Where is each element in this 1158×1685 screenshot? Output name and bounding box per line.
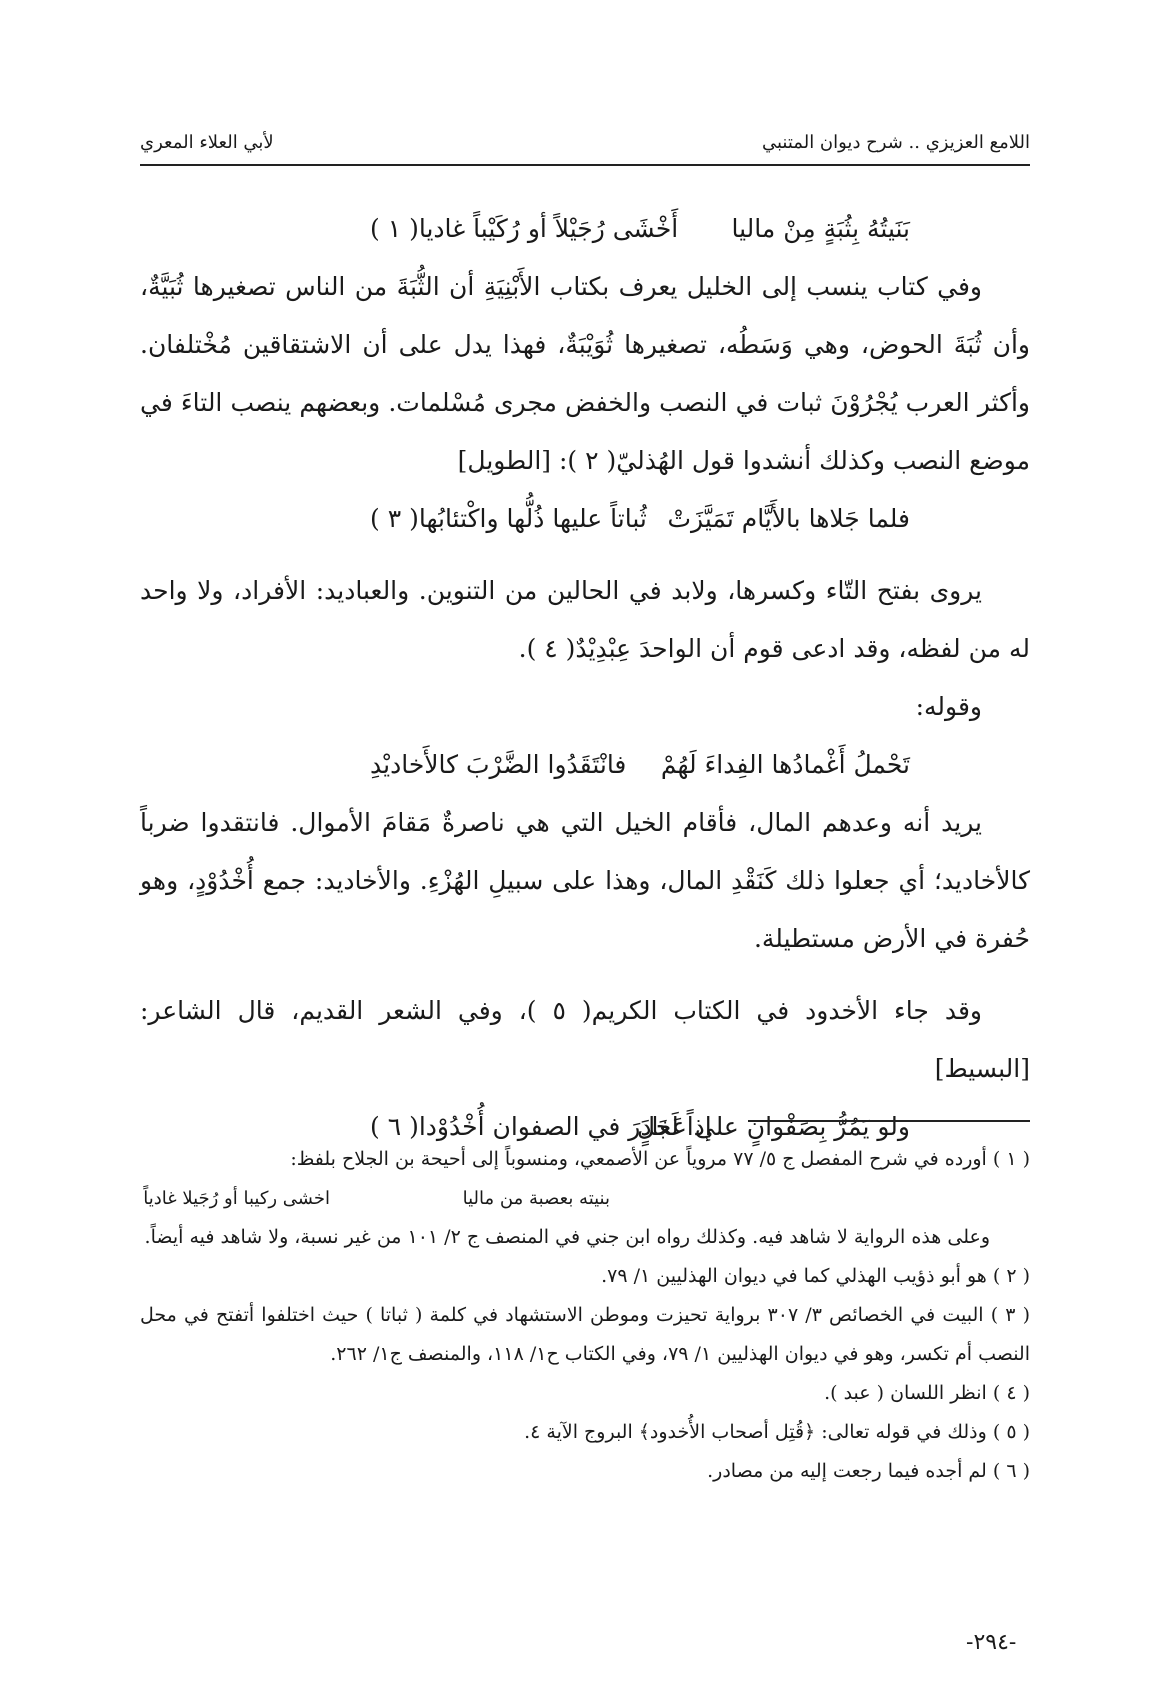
footnote: ( ٦ ) لم أجده فيما رجعت إليه من مصادر.	[707, 1460, 1030, 1482]
verse-second-hemistich: أَخْشَى رُجَيْلاً أو رُكَيْباً غاديا( ١ )	[370, 214, 679, 243]
footnote-verse-second-hemistich: اخشى ركيبا أو رُجَيلا غادياً	[143, 1188, 330, 1209]
footnote: ( ١ ) أورده في شرح المفصل ج ٥/ ٧٧ مروياً عن الأصمعي، ومنسوباً إلى أحيحة بن الجلاح بلفظ:	[290, 1148, 1030, 1170]
footnote: ( ٥ ) وذلك في قوله تعالى: ﴿قُتِل أصحاب الأُخدود﴾ البروج الآية ٤.	[524, 1421, 1030, 1443]
verse-line	[140, 200, 1030, 258]
paragraph: يروى بفتح التّاء وكسرها، ولابد في الحالين من التنوين. والعباديد: الأفراد، ولا واحد له من لفظه، وقد ادعى قوم أن الواحدَ عِبْدِيْدٌ( ٤ ).	[140, 576, 1030, 663]
verse-first-hemistich: بَنَيتُهُ بِثُبَةٍ مِنْ ماليا	[731, 214, 910, 243]
verse-line	[140, 490, 1030, 548]
running-title: اللامع العزيزي .. شرح ديوان المتنبي	[762, 132, 1030, 153]
footnote: ( ٣ ) البيت في الخصائص ٣/ ٣٠٧ برواية تحيزت وموطن الاستشهاد في كلمة ( ثباتا ) حيث اختلفوا أتفتح في محل النصب أم تكسر، وهو في ديوان الهذليين ١/ ٧٩، وفي الكتاب ح١/ ١١٨، والمنصف ج١/ ٢٦٢.	[140, 1304, 1030, 1365]
quote-intro: وقوله:	[915, 692, 982, 721]
author-name: لأبي العلاء المعري	[140, 132, 274, 153]
paragraph: وفي كتاب ينسب إلى الخليل يعرف بكتاب الأَبْنِيَةِ أن الثُّبَةَ من الناس تصغيرها ثُبَيَّةٌ، وأن ثُبَةَ الحوض، وهي وَسَطُه، تصغيرها ثُوَيْبَةٌ، فهذا يدل على أن الاشتقاقين مُخْتلفان. وأكثر العرب يُجْرُوْنَ ثبات في النصب والخفض مجرى مُسْلمات. وبعضهم ينصب التاءَ في موضع النصب وكذلك أنشدوا قول الهُذليّ( ٢ ): [الطويل]	[140, 272, 1030, 475]
verse-second-hemistich: فانْتَقَدُوا الضَّرْبَ كالأَخاديْدِ	[370, 750, 627, 779]
verse-first-hemistich: ولو يَمُرُّ بِصَفْوانٍ على عَجَلٍ	[636, 1112, 910, 1141]
footnotes	[140, 1140, 1030, 1491]
footnote-verse	[140, 1179, 1030, 1218]
verse-first-hemistich: تَحْملُ أَغْمادُها الفِداءَ لَهُمْ	[660, 750, 910, 779]
verse-second-hemistich: إذاً لَغادَرَ في الصفوان أُخْدُوْدا( ٦ )	[370, 1112, 712, 1141]
main-text	[140, 200, 1030, 1156]
footnote-verse-first-hemistich: بنيته بعصبة من ماليا	[462, 1188, 610, 1209]
footnote: ( ٤ ) انظر اللسان ( عبد ).	[824, 1382, 1030, 1404]
footnote-separator	[748, 1120, 1030, 1122]
verse-first-hemistich: فلما جَلاها بالأَيَّام تَمَيَّزَتْ	[667, 504, 910, 533]
footnote: ( ٢ ) هو أبو ذؤيب الهذلي كما في ديوان الهذليين ١/ ٧٩.	[601, 1265, 1030, 1287]
page-header	[140, 122, 1030, 166]
verse-line	[140, 736, 1030, 794]
verse-second-hemistich: ثُباتاً عليها ذُلُّها واكْتئابُها( ٣ )	[370, 504, 647, 533]
footnote-continuation	[140, 1218, 1030, 1257]
paragraph: وقد جاء الأخدود في الكتاب الكريم( ٥ )، وفي الشعر القديم، قال الشاعر: [البسيط]	[140, 996, 1030, 1083]
paragraph: يريد أنه وعدهم المال، فأقام الخيل التي هي ناصرةٌ مَقامَ الأموال. فانتقدوا ضرباً كالأخاديد؛ أي جعلوا ذلك كَنَقْدِ المال، وهذا على سبيلِ الهُزْءِ. والأخاديد: جمع أُخْدُوْدٍ، وهو حُفرة في الأرض مستطيلة.	[140, 808, 1030, 953]
page-number: -٢٩٤-	[966, 1630, 1017, 1655]
footnote-text: وعلى هذه الرواية لا شاهد فيه. وكذلك رواه ابن جني في المنصف ج ٢/ ١٠١ من غير نسبة، ولا شاهد فيه أيضاً.	[144, 1226, 990, 1248]
